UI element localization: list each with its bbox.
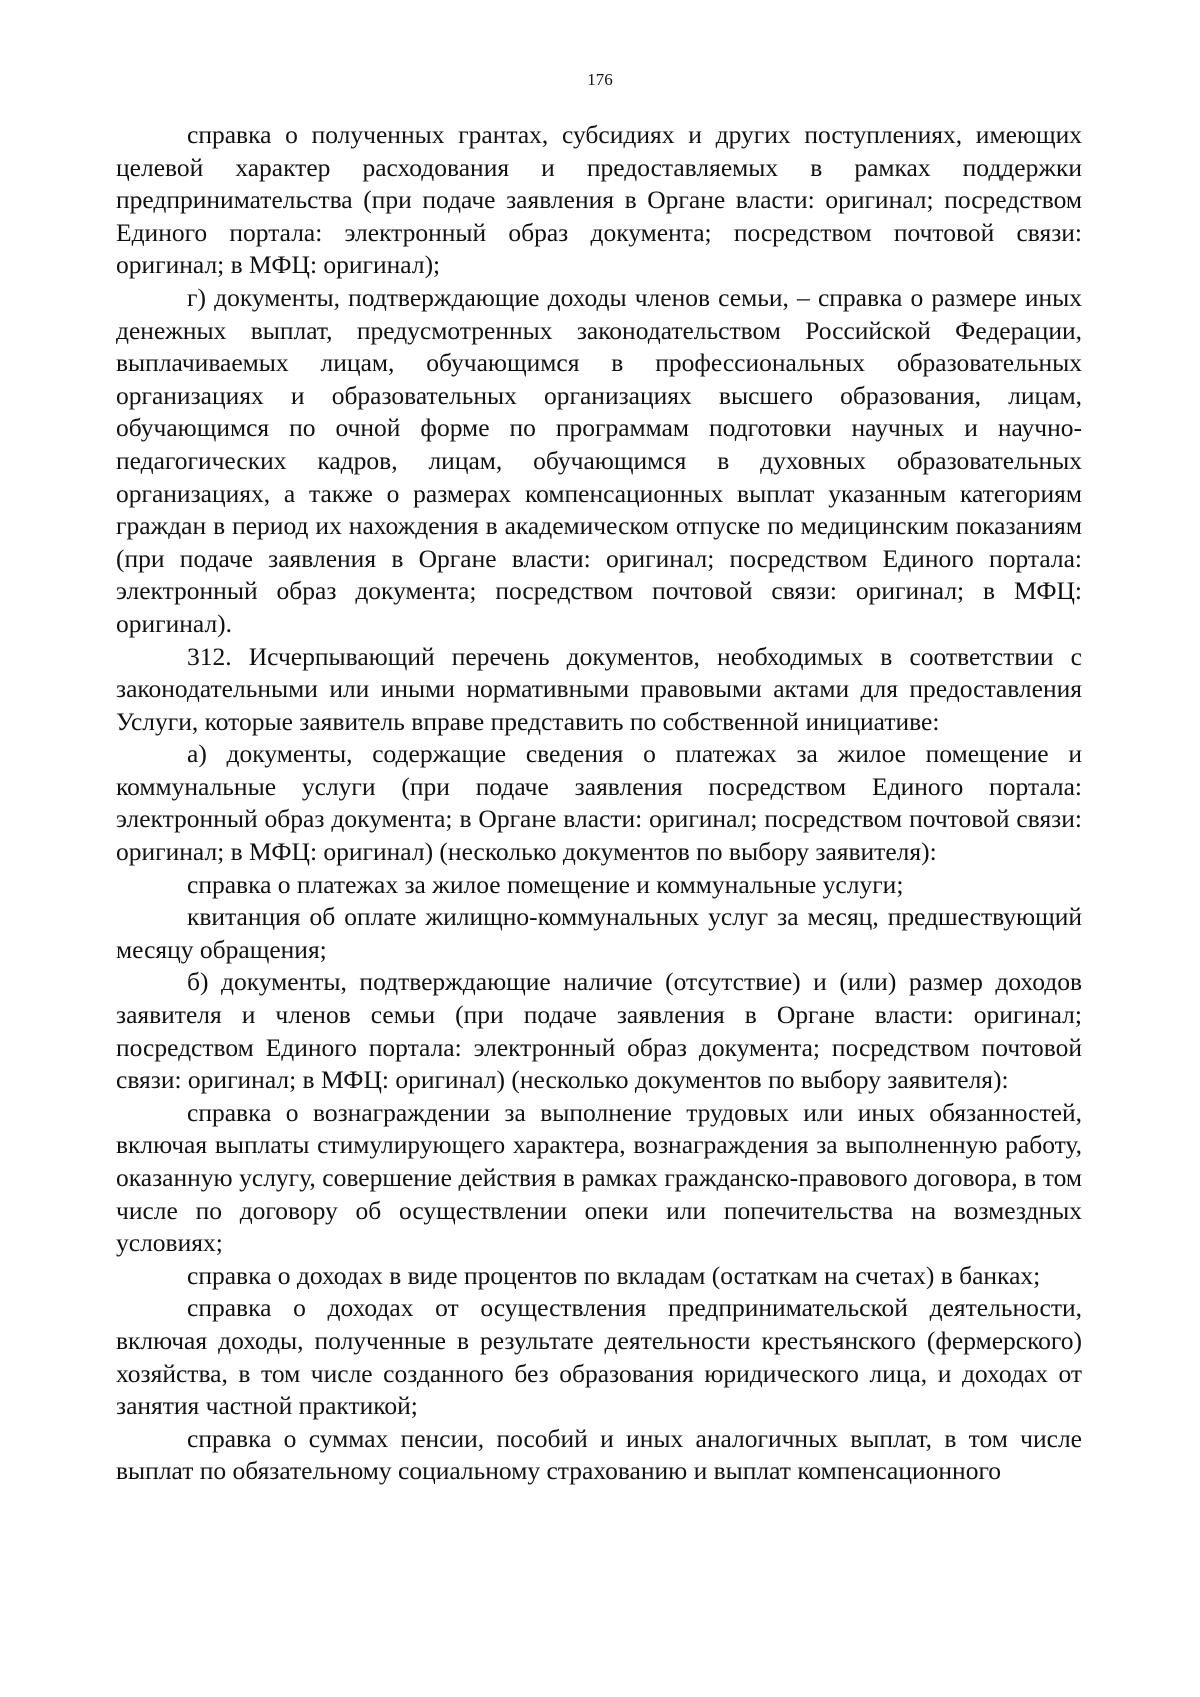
paragraph-item-a: а) документы, содержащие сведения о платежах за жилое помещение и коммунальные услуги (при подаче заявления посредством Единого портала: электронный образ документа; в Органе власти: оригинал; посредством почтовой связи: оригинал; в МФЦ: оригинал) (несколько документов по выбору заявителя): — [116, 739, 1082, 867]
paragraph-item-g: г) документы, подтверждающие доходы членов семьи, – справка о размере иных денежных выплат, предусмотренных законодательством Российской Федерации, выплачиваемых лицам, обучающимся в профессиональных образовательных организациях и образовательных организациях высшего образования, лицам, обучающимся по очной форме по программам подготовки научных и научно-педагогических кадров, лицам, обучающимся в духовных образовательных организациях, а также о размерах компенсационных выплат указанным категориям граждан в период их нахождения в академическом отпуске по медицинским показаниям (при подаче заявления в Органе власти: оригинал; посредством Единого портала: электронный образ документа; посредством почтовой связи: оригинал; в МФЦ: оригинал). — [116, 282, 1082, 638]
paragraph-item-b: б) документы, подтверждающие наличие (отсутствие) и (или) размер доходов заявителя и членов семьи (при подаче заявления в Органе власти: оригинал; посредством Единого портала: электронный образ документа; посредством почтовой связи: оригинал; в МФЦ: оригинал) (несколько документов по выбору заявителя): — [116, 967, 1082, 1095]
paragraph-remuneration-certificate: справка о вознаграждении за выполнение трудовых или иных обязанностей, включая выплаты стимулирующего характера, вознаграждения за выполненную работу, оказанную услугу, совершение действия в рамках гражданско-правового договора, в том числе по договору об осуществлении опеки или попечительства на возмездных условиях; — [116, 1097, 1082, 1258]
paragraph-pension-certificate: справка о суммах пенсии, пособий и иных аналогичных выплат, в том числе выплат по обязательному социальному страхованию и выплат компенсационного — [116, 1423, 1082, 1486]
paragraph-housing-payments-certificate: справка о платежах за жилое помещение и коммунальные услуги; — [187, 869, 904, 899]
paragraph-grants-certificate: справка о полученных грантах, субсидиях и других поступлениях, имеющих целевой характер расходования и предоставляемых в рамках поддержки предпринимательства (при подаче заявления в Органе власти: оригинал; посредством Единого портала: электронный образ документа; посредством почтовой связи: оригинал; в МФЦ: оригинал); — [116, 120, 1082, 280]
paragraph-deposit-interest-certificate: справка о доходах в виде процентов по вкладам (остаткам на счетах) в банках; — [187, 1260, 1041, 1290]
paragraph-section-312: 312. Исчерпывающий перечень документов, необходимых в соответствии с законодательными или иными нормативными правовыми актами для предоставления Услуги, которые заявитель вправе представить по собственной инициативе: — [116, 641, 1082, 736]
paragraph-business-income-certificate: справка о доходах от осуществления предпринимательской деятельности, включая доходы, полученные в результате деятельности крестьянского (фермерского) хозяйства, в том числе созданного без образования юридического лица, и доходах от занятия частной практикой; — [116, 1293, 1082, 1421]
paragraph-utilities-receipt: квитанция об оплате жилищно-коммунальных услуг за месяц, предшествующий месяцу обращения; — [116, 902, 1082, 964]
page-number: 176 — [587, 70, 613, 89]
document-body — [116, 119, 1082, 1488]
